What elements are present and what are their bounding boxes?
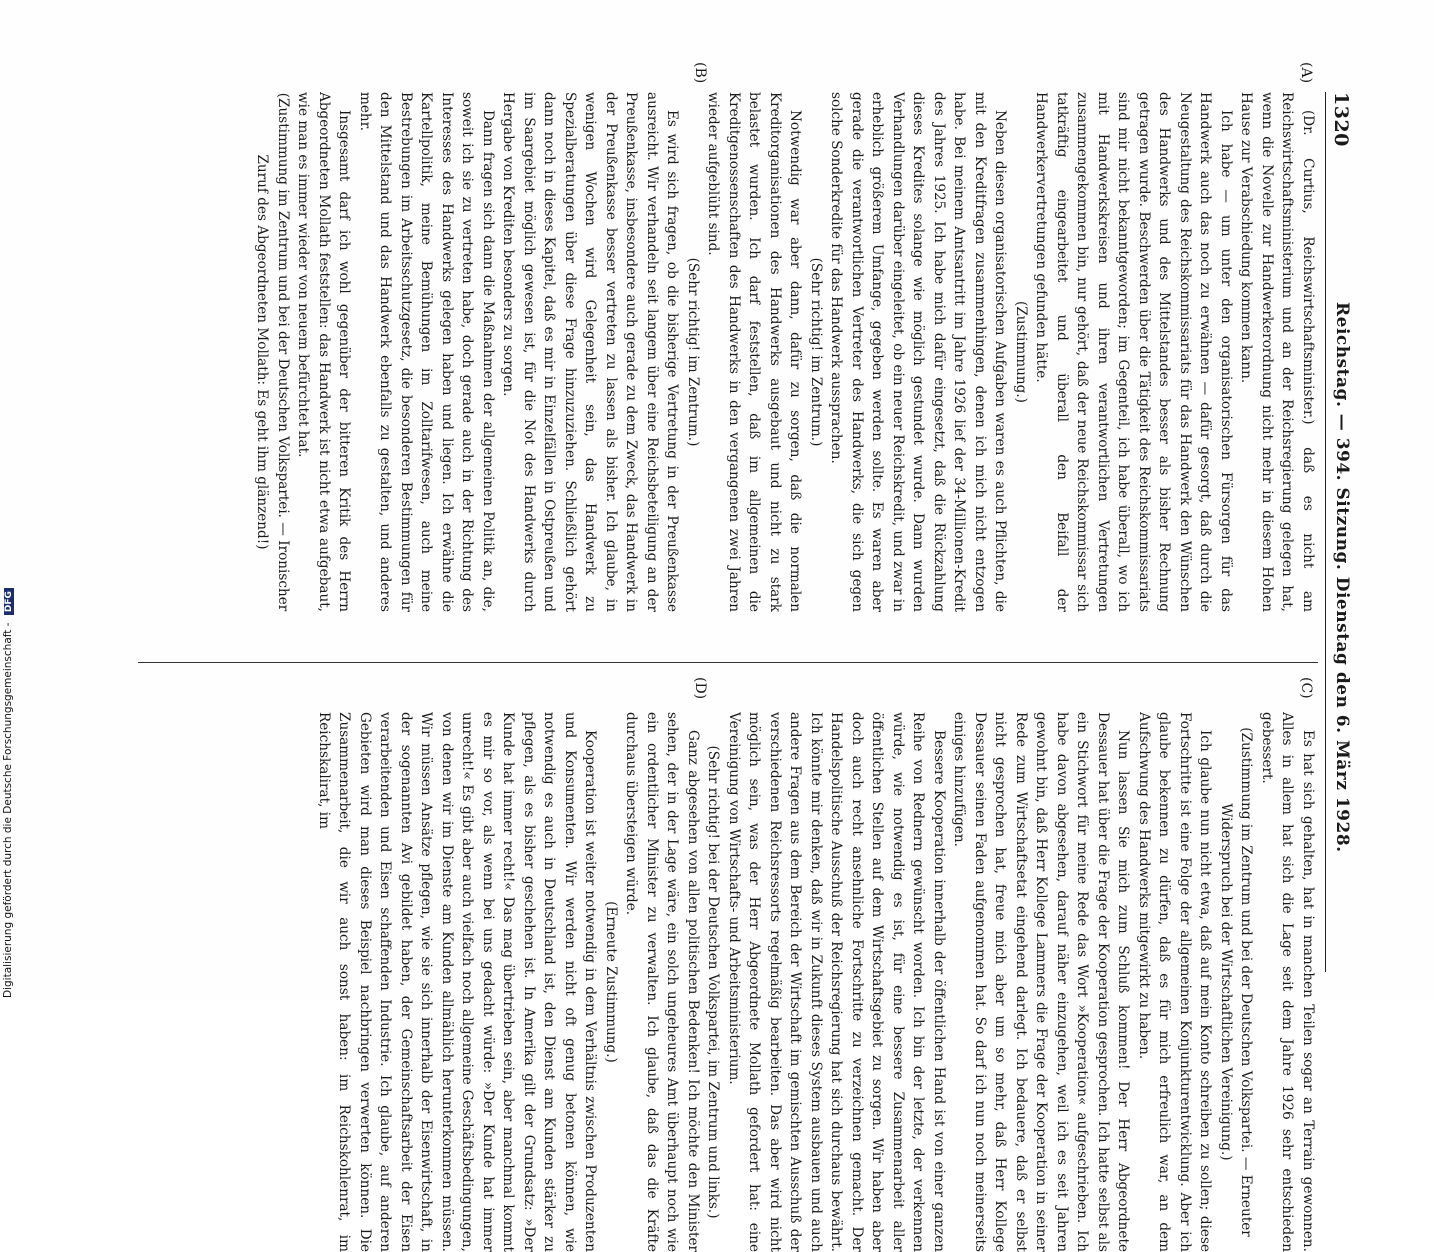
paragraph: Ich habe — um unter den organisatorischen Fürsorgen für das Handwerk auch das noch zu erwähnen — dafür gesorgt, daß durch die Neugestaltung des Reichskommissariats für das Handwerk den Wünschen des Handwerks und des Mittelstandes besser als bisher Rechnung getragen wurde. Beschwerden über die Tätigkeit des Reichskommissariats sind mir nicht bekanntgeworden; im Gegenteil, ich habe überall, wo ich mit Handwerkskreisen und ihren verantwortlichen Vertretungen zusammengekommen bin, nur gehört, daß der neue Reichskommissar sich tatkräftig eingearbeitet und überall den Beifall der Handwerkervertretungen gefunden hätte. — [1033, 92, 1234, 612]
left-column — [138, 92, 1318, 612]
paragraph: Notwendig war aber dann, dafür zu sorgen, daß die normalen Kreditorganisationen des Handwerks ausgebaut und nicht zu stark belastet wurden. Ich darf feststellen, daß im allgemeinen die Kreditgenossenschaften des Handwerks in den vergangenen zwei Jahren wieder aufgeblüht sind. — [705, 92, 804, 612]
paragraph: Ganz abgesehen von allen politischen Bedenken! Ich möchte den Minister sehen, der in der Lage wäre, ein solch ungeheures Amt überhaupt noch wie ein ordentlicher Minister zu verwalten. Ich glaube, daß das die Kräfte durchaus übersteigen würde. — [623, 712, 701, 1252]
paragraph: (Sehr richtig! im Zentrum.) — [685, 257, 701, 447]
margin-mark-b: (B) — [692, 62, 708, 84]
paragraph: Es wird sich fragen, ob die bisherige Vertretung in der Preußenkasse ausreicht. Wir verhandeln seit langem über eine Reichsbeteiligung an der Preußenkasse, insbesondere auch gerade zu dem Zweck, das Handwerk in der Preußenkasse besser vertreten zu lassen als bisher. Ich glaube, in wenigen Wochen wird Gelegenheit sein, das Handwerk zu Spezialberatungen über diese Frage hinzuzuziehen. Schließlich gehört dann noch in dieses Kapitel, daß es mir in Einzelfällen in Ostpreußen und im Saargebiet möglich gewesen ist, für die Not des Handwerks durch Hergabe von Krediten besonders zu sorgen. — [500, 92, 681, 612]
paragraph: Dann fragen sich dann die Maßnahmen der allgemeinen Politik an, die, soweit ich sie zu vertreten habe, doch gerade auch in der Richtung des Interesses des Handwerks gelegen haben und liegen. Ich erwähne die Kartellpolitik, meine Bemühungen im Zolltarifwesen, auch meine Bestrebungen im Arbeitsschutzgesetz, die besonderen Bestimmungen für den Mittelstand und das Handwerk ebenfalls zu gestalten, und anderes mehr. — [357, 92, 496, 612]
paragraph: (Dr. Curtius, Reichswirtschaftsminister.) daß es nicht am Reichswirtschaftsministerium und an der Reichsregierung gelegen hat, wenn die Novelle zur Handwerkerordnung nicht mehr in diesem Hohen Hause zur Verabschiedung kommen kann. — [1238, 92, 1316, 612]
page-header — [1324, 92, 1358, 972]
margin-mark-a: (A) — [1298, 62, 1314, 84]
digitization-footer — [2, 588, 14, 998]
header-rule — [1325, 92, 1326, 972]
dfg-logo: DFG — [4, 588, 14, 615]
page-title: Reichstag. — 394. Sitzung. Dienstag den 6. März 1928. — [1332, 302, 1352, 853]
paragraph: (Erneute Zustimmung.) — [603, 901, 619, 1063]
footer-text: Digitalisierung gefördert durch die Deutsche Forschungsgemeinschaft - — [2, 622, 14, 998]
paragraph: Es hat sich gehalten, hat in manchen Teilen sogar an Terrain gewonnen. Alles in allem hat sich die Lage seit dem Jahre 1926 sehr entschieden gebessert. — [1259, 712, 1316, 1252]
paragraph: (Sehr richtig! bei der Deutschen Volkspartei, im Zentrum und links.) — [705, 745, 722, 1219]
column-divider — [138, 662, 1318, 663]
paragraph: (Sehr richtig! im Zentrum.) — [808, 257, 824, 447]
paragraph: (Zustimmung im Zentrum und bei der Deutschen Volkspartei. — Erneuter Widerspruch bei der Wirtschaftlichen Vereinigung.) — [1218, 727, 1255, 1237]
margin-mark-d: (D) — [692, 677, 708, 700]
paragraph: (Zustimmung im Zentrum und bei der Deutschen Volkspartei. — Ironischer Zuruf des Abgeordneten Mollath: Es geht ihm glänzend!) — [254, 92, 291, 612]
newspaper-page — [128, 62, 1358, 1252]
page-number: 1320 — [1330, 92, 1352, 147]
right-column — [138, 712, 1318, 1252]
paragraph: Nun lassen Sie mich zum Schluß kommen! Der Herr Abgeordnete Dessauer hat über die Frage der Kooperation gesprochen. Ich hatte selbst als ein Stichwort für meine Rede das Wort »Kooperation« aufgeschrieben. Ich habe davon abgesehen, darauf näher einzugehen, weil ich es seit Jahren gewohnt bin, daß Herr Kollege Lammers die Frage der Kooperation in seiner Rede zum Wirtschaftsetat eingehend darlegt. Ich bedauere, daß er selbst nicht gesprochen hat, freue mich aber um so mehr, daß Herr Kollege Dessauer seinen Faden aufgenommen hat. So darf ich nun noch meinerseits einiges hinzufügen. — [951, 712, 1132, 1252]
paragraph: Ich glaube nun nicht etwa, daß auf mein Konto schreiben zu sollen; diese Fortschritte ist eine Folge der allgemeinen Konjunkturentwicklung. Aber ich glaube bekennen zu dürfen, daß es für mich erfreulich war, an dem Aufschwung des Handwerks mitgewirkt zu haben. — [1136, 712, 1214, 1252]
paragraph: (Zustimmung.) — [1013, 301, 1029, 403]
paragraph: Bessere Kooperation innerhalb der öffentlichen Hand ist von einer ganzen Reihe von Rednern gewünscht worden. Ich bin der letzte, der verkennen würde, wie notwendig es ist, für eine bessere Zusammenarbeit aller öffentlichen Stellen auf dem Wirtschaftsgebiet zu sorgen. Wir haben aber doch auch recht ansehnliche Fortschritte zu verzeichnen gemacht. Der Handelspolitische Ausschuß der Reichsregierung hat sich durchaus bewährt. Ich könnte mir denken, daß wir in Zukunft dieses System ausbauen und auch andere Fragen aus dem Bereich der Wirtschaft im gemischten Ausschuß der verschiedenen Reichsressorts regelmäßig bearbeiten. Das aber wird nicht möglich sein, was der Herr Abgeordnete Mollath gefordert hat: eine Vereinigung von Wirtschafts- und Arbeitsministerium. — [726, 712, 947, 1252]
paragraph: Kooperation ist weiter notwendig in dem Verhältnis zwischen Produzenten und Konsumenten. Wir werden nicht oft genug betonen können, wie notwendig es auch in Deutschland ist, den Dienst am Kunden stärker zu pflegen, als es bisher geschehen ist. In Amerika gilt der Grundsatz: »Der Kunde hat immer recht!« Das mag übertrieben sein, aber manchmal kommt es mir so vor, als wenn bei uns gedacht würde: »Der Kunde hat immer unrecht!« Es gibt aber auch vielfach noch allgemeine Geschäftsbedingungen, von denen wir im Dienste am Kunden allmählich herunterkommen müssen. Wir müssen Ansätze pflegen, wie sie sich innerhalb der Eisenwirtschaft, in der sogenannten Avi gebildet haben, der Gemeinschaftsarbeit der Eisen verarbeitenden und Eisen schaffenden Industrie. Ich glaube, auf anderen Gebieten wird man dieses Beispiel nachbringen verwerten können. Die Zusammenarbeit, die wir auch sonst haben: im Reichskohlenrat, im Reichskalirat, im — [316, 712, 599, 1252]
paragraph: Neben diesen organisatorischen Aufgaben waren es auch Pflichten, die mit den Kreditfragen zusammenhingen, denen ich mich nicht entzogen habe. Bei meinem Amtsantritt im Jahre 1926 lief der 34-Millionen-Kredit des Jahres 1925. Ich habe mich dafür eingesetzt, daß die Rückzahlung dieses Kredites solange wie möglich gestundet wurde. Dann wurden Verhandlungen darüber eingeleitet, ob ein neuer Reichskredit, und zwar in erheblich größerem Umfange, gegeben werden sollte. Es waren aber gerade die verantwortlichen Vertreter des Handwerks, die sich gegen solche Sonderkredite für das Handwerk aussprachen. — [828, 92, 1009, 612]
paragraph: Insgesamt darf ich wohl gegenüber der bitteren Kritik des Herrn Abgeordneten Mollath feststellen: das Handwerk ist nicht etwa aufgebaut, wie man es immer wieder von neuem befürchtet hat. — [295, 92, 353, 612]
margin-mark-c: (C) — [1298, 677, 1314, 699]
